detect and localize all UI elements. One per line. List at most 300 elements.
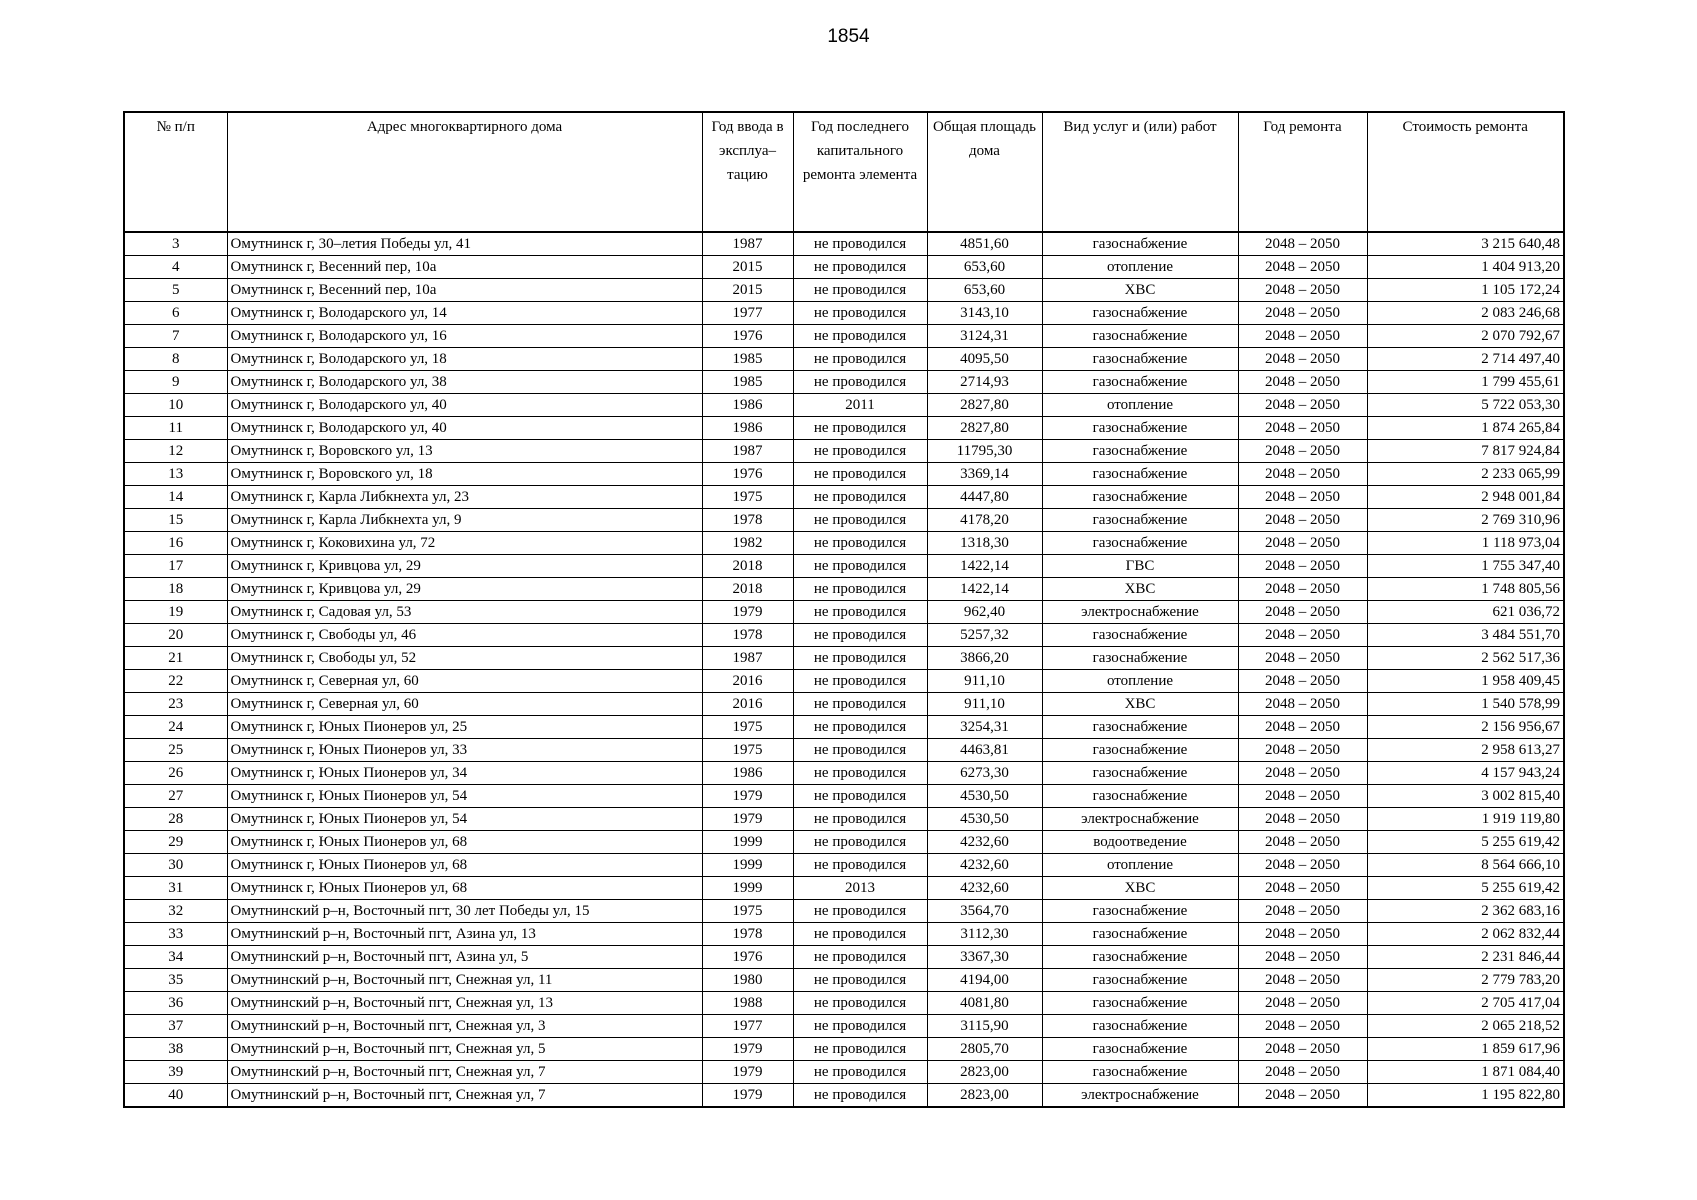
cell-last-repair-year: не проводился [793,1038,927,1061]
cell-number: 39 [124,1061,227,1084]
cell-number: 27 [124,785,227,808]
table-row [124,716,1564,739]
cell-last-repair-year: не проводился [793,509,927,532]
cell-number: 19 [124,601,227,624]
cell-total-area: 911,10 [927,670,1042,693]
cell-address: Омутнинск г, Северная ул, 60 [227,693,702,716]
cell-number: 37 [124,1015,227,1038]
cell-address: Омутнинск г, Юных Пионеров ул, 34 [227,762,702,785]
cell-address: Омутнинск г, Карла Либкнехта ул, 9 [227,509,702,532]
cell-address: Омутнинск г, Володарского ул, 40 [227,417,702,440]
table-row [124,923,1564,946]
cell-last-repair-year: не проводился [793,440,927,463]
cell-address: Омутнинск г, Северная ул, 60 [227,670,702,693]
cell-repair-period: 2048 – 2050 [1238,785,1367,808]
cell-last-repair-year: не проводился [793,325,927,348]
cell-service-type: ХВС [1042,578,1238,601]
cell-commission-year: 1985 [702,371,793,394]
cell-total-area: 4081,80 [927,992,1042,1015]
cell-number: 18 [124,578,227,601]
cell-last-repair-year: не проводился [793,831,927,854]
cell-address: Омутнинск г, Володарского ул, 38 [227,371,702,394]
table-row [124,532,1564,555]
cell-service-type: ГВС [1042,555,1238,578]
cell-total-area: 3124,31 [927,325,1042,348]
cell-repair-cost: 1 755 347,40 [1367,555,1564,578]
cell-repair-period: 2048 – 2050 [1238,716,1367,739]
cell-number: 20 [124,624,227,647]
table-row [124,509,1564,532]
cell-repair-cost: 1 118 973,04 [1367,532,1564,555]
cell-repair-period: 2048 – 2050 [1238,946,1367,969]
table-row [124,302,1564,325]
cell-number: 24 [124,716,227,739]
cell-address: Омутнинск г, Володарского ул, 14 [227,302,702,325]
cell-total-area: 3564,70 [927,900,1042,923]
table-row [124,232,1564,256]
table-row [124,279,1564,302]
cell-repair-period: 2048 – 2050 [1238,1038,1367,1061]
cell-number: 29 [124,831,227,854]
header-service-type: Вид услуг и (или) работ [1042,112,1238,232]
cell-total-area: 4851,60 [927,232,1042,256]
cell-repair-cost: 2 083 246,68 [1367,302,1564,325]
cell-number: 32 [124,900,227,923]
cell-repair-period: 2048 – 2050 [1238,624,1367,647]
cell-last-repair-year: не проводился [793,348,927,371]
cell-repair-cost: 1 799 455,61 [1367,371,1564,394]
cell-commission-year: 1979 [702,808,793,831]
table-row [124,417,1564,440]
cell-total-area: 3112,30 [927,923,1042,946]
cell-number: 13 [124,463,227,486]
cell-last-repair-year: не проводился [793,969,927,992]
cell-repair-period: 2048 – 2050 [1238,992,1367,1015]
cell-service-type: газоснабжение [1042,992,1238,1015]
page-number: 1854 [827,26,870,47]
header-commission-year: Год ввода в эксплуа–тацию [702,112,793,232]
cell-commission-year: 2018 [702,555,793,578]
cell-address: Омутнинск г, Весенний пер, 10а [227,256,702,279]
cell-total-area: 3866,20 [927,647,1042,670]
cell-address: Омутнинский р–н, Восточный пгт, Азина ул, 13 [227,923,702,946]
cell-commission-year: 2015 [702,279,793,302]
cell-number: 16 [124,532,227,555]
table-row [124,1061,1564,1084]
cell-repair-cost: 7 817 924,84 [1367,440,1564,463]
cell-address: Омутнинский р–н, Восточный пгт, 30 лет Победы ул, 15 [227,900,702,923]
cell-service-type: газоснабжение [1042,923,1238,946]
table-body [124,232,1564,1107]
cell-address: Омутнинск г, Коковихина ул, 72 [227,532,702,555]
cell-number: 17 [124,555,227,578]
cell-last-repair-year: не проводился [793,302,927,325]
cell-last-repair-year: не проводился [793,486,927,509]
cell-last-repair-year: не проводился [793,670,927,693]
cell-commission-year: 2018 [702,578,793,601]
cell-address: Омутнинск г, Юных Пионеров ул, 68 [227,877,702,900]
cell-last-repair-year: не проводился [793,256,927,279]
table-row [124,900,1564,923]
cell-total-area: 653,60 [927,256,1042,279]
cell-service-type: газоснабжение [1042,348,1238,371]
cell-last-repair-year: не проводился [793,946,927,969]
cell-repair-period: 2048 – 2050 [1238,578,1367,601]
table-row [124,785,1564,808]
cell-total-area: 4095,50 [927,348,1042,371]
cell-address: Омутнинский р–н, Восточный пгт, Снежная ул, 5 [227,1038,702,1061]
cell-last-repair-year: не проводился [793,900,927,923]
header-number: № п/п [124,112,227,232]
cell-commission-year: 1979 [702,601,793,624]
cell-number: 15 [124,509,227,532]
table-row [124,601,1564,624]
cell-repair-period: 2048 – 2050 [1238,854,1367,877]
cell-commission-year: 2016 [702,670,793,693]
cell-service-type: электроснабжение [1042,601,1238,624]
cell-repair-period: 2048 – 2050 [1238,808,1367,831]
cell-address: Омутнинск г, Юных Пионеров ул, 25 [227,716,702,739]
cell-repair-period: 2048 – 2050 [1238,670,1367,693]
table-row [124,762,1564,785]
cell-total-area: 3367,30 [927,946,1042,969]
cell-repair-period: 2048 – 2050 [1238,440,1367,463]
cell-last-repair-year: не проводился [793,601,927,624]
cell-repair-period: 2048 – 2050 [1238,509,1367,532]
cell-address: Омутнинск г, Воровского ул, 13 [227,440,702,463]
cell-repair-period: 2048 – 2050 [1238,256,1367,279]
table-row [124,1038,1564,1061]
table-row [124,670,1564,693]
cell-service-type: ХВС [1042,693,1238,716]
cell-number: 23 [124,693,227,716]
cell-address: Омутнинский р–н, Восточный пгт, Азина ул, 5 [227,946,702,969]
cell-address: Омутнинск г, Юных Пионеров ул, 54 [227,808,702,831]
table-row [124,256,1564,279]
cell-repair-cost: 621 036,72 [1367,601,1564,624]
cell-repair-cost: 5 255 619,42 [1367,877,1564,900]
cell-last-repair-year: не проводился [793,854,927,877]
cell-commission-year: 1979 [702,1038,793,1061]
cell-last-repair-year: 2011 [793,394,927,417]
cell-number: 8 [124,348,227,371]
table-row [124,371,1564,394]
cell-address: Омутнинский р–н, Восточный пгт, Снежная ул, 7 [227,1061,702,1084]
cell-address: Омутнинский р–н, Восточный пгт, Снежная ул, 13 [227,992,702,1015]
cell-repair-cost: 2 362 683,16 [1367,900,1564,923]
cell-service-type: отопление [1042,670,1238,693]
cell-address: Омутнинский р–н, Восточный пгт, Снежная ул, 3 [227,1015,702,1038]
cell-service-type: газоснабжение [1042,900,1238,923]
table-row [124,877,1564,900]
table-row [124,555,1564,578]
cell-repair-period: 2048 – 2050 [1238,232,1367,256]
cell-service-type: газоснабжение [1042,969,1238,992]
header-repair-cost: Стоимость ремонта [1367,112,1564,232]
cell-total-area: 4232,60 [927,854,1042,877]
cell-repair-period: 2048 – 2050 [1238,969,1367,992]
cell-commission-year: 1977 [702,302,793,325]
cell-commission-year: 1975 [702,716,793,739]
cell-service-type: газоснабжение [1042,785,1238,808]
header-last-repair-year: Год последнего капитального ремонта элемента [793,112,927,232]
cell-total-area: 6273,30 [927,762,1042,785]
cell-total-area: 2805,70 [927,1038,1042,1061]
cell-repair-cost: 1 105 172,24 [1367,279,1564,302]
cell-service-type: газоснабжение [1042,302,1238,325]
table-row [124,624,1564,647]
cell-last-repair-year: не проводился [793,532,927,555]
cell-repair-period: 2048 – 2050 [1238,1015,1367,1038]
cell-repair-cost: 2 065 218,52 [1367,1015,1564,1038]
cell-commission-year: 1987 [702,440,793,463]
cell-commission-year: 1986 [702,394,793,417]
cell-total-area: 4530,50 [927,808,1042,831]
cell-repair-period: 2048 – 2050 [1238,348,1367,371]
table-row [124,831,1564,854]
cell-commission-year: 1982 [702,532,793,555]
cell-service-type: водоотведение [1042,831,1238,854]
cell-repair-period: 2048 – 2050 [1238,877,1367,900]
cell-number: 7 [124,325,227,348]
cell-service-type: электроснабжение [1042,808,1238,831]
cell-total-area: 1318,30 [927,532,1042,555]
cell-total-area: 2827,80 [927,417,1042,440]
cell-last-repair-year: не проводился [793,716,927,739]
cell-repair-cost: 2 231 846,44 [1367,946,1564,969]
cell-total-area: 911,10 [927,693,1042,716]
table-row [124,1015,1564,1038]
cell-last-repair-year: не проводился [793,232,927,256]
cell-number: 11 [124,417,227,440]
cell-repair-period: 2048 – 2050 [1238,532,1367,555]
cell-repair-cost: 8 564 666,10 [1367,854,1564,877]
cell-service-type: газоснабжение [1042,463,1238,486]
cell-service-type: ХВС [1042,279,1238,302]
cell-repair-period: 2048 – 2050 [1238,417,1367,440]
cell-commission-year: 1975 [702,900,793,923]
table-row [124,969,1564,992]
cell-repair-period: 2048 – 2050 [1238,762,1367,785]
cell-last-repair-year: не проводился [793,463,927,486]
table-header [124,112,1564,232]
cell-repair-cost: 3 215 640,48 [1367,232,1564,256]
cell-address: Омутнинск г, Карла Либкнехта ул, 23 [227,486,702,509]
table-row [124,440,1564,463]
cell-service-type: отопление [1042,394,1238,417]
cell-total-area: 4447,80 [927,486,1042,509]
cell-last-repair-year: не проводился [793,1015,927,1038]
table-row [124,693,1564,716]
cell-total-area: 3254,31 [927,716,1042,739]
cell-commission-year: 1999 [702,877,793,900]
cell-repair-period: 2048 – 2050 [1238,923,1367,946]
cell-service-type: газоснабжение [1042,624,1238,647]
cell-repair-period: 2048 – 2050 [1238,601,1367,624]
cell-repair-period: 2048 – 2050 [1238,279,1367,302]
cell-commission-year: 1999 [702,831,793,854]
cell-service-type: газоснабжение [1042,647,1238,670]
cell-service-type: газоснабжение [1042,440,1238,463]
cell-repair-cost: 1 871 084,40 [1367,1061,1564,1084]
table-row [124,348,1564,371]
cell-service-type: газоснабжение [1042,325,1238,348]
cell-commission-year: 1976 [702,325,793,348]
cell-total-area: 5257,32 [927,624,1042,647]
cell-address: Омутнинск г, Юных Пионеров ул, 68 [227,831,702,854]
cell-total-area: 4194,00 [927,969,1042,992]
cell-service-type: газоснабжение [1042,1061,1238,1084]
cell-total-area: 2823,00 [927,1061,1042,1084]
cell-repair-period: 2048 – 2050 [1238,325,1367,348]
table-row [124,647,1564,670]
cell-total-area: 3115,90 [927,1015,1042,1038]
cell-repair-cost: 2 958 613,27 [1367,739,1564,762]
cell-service-type: отопление [1042,256,1238,279]
cell-number: 3 [124,232,227,256]
cell-address: Омутнинск г, Свободы ул, 52 [227,647,702,670]
cell-commission-year: 2016 [702,693,793,716]
cell-number: 34 [124,946,227,969]
cell-repair-cost: 1 919 119,80 [1367,808,1564,831]
cell-repair-cost: 2 705 417,04 [1367,992,1564,1015]
cell-number: 14 [124,486,227,509]
cell-address: Омутнинск г, Юных Пионеров ул, 68 [227,854,702,877]
cell-last-repair-year: не проводился [793,739,927,762]
cell-repair-period: 2048 – 2050 [1238,302,1367,325]
cell-repair-cost: 1 859 617,96 [1367,1038,1564,1061]
cell-service-type: ХВС [1042,877,1238,900]
cell-total-area: 4232,60 [927,877,1042,900]
cell-total-area: 3143,10 [927,302,1042,325]
cell-commission-year: 1979 [702,785,793,808]
cell-repair-period: 2048 – 2050 [1238,831,1367,854]
cell-repair-period: 2048 – 2050 [1238,486,1367,509]
cell-number: 9 [124,371,227,394]
cell-repair-cost: 1 540 578,99 [1367,693,1564,716]
cell-number: 6 [124,302,227,325]
cell-number: 35 [124,969,227,992]
cell-total-area: 2827,80 [927,394,1042,417]
cell-address: Омутнинск г, 30–летия Победы ул, 41 [227,232,702,256]
cell-repair-cost: 2 714 497,40 [1367,348,1564,371]
cell-number: 38 [124,1038,227,1061]
cell-repair-cost: 2 562 517,36 [1367,647,1564,670]
cell-total-area: 1422,14 [927,555,1042,578]
cell-service-type: электроснабжение [1042,1084,1238,1108]
cell-address: Омутнинск г, Кривцова ул, 29 [227,578,702,601]
cell-number: 28 [124,808,227,831]
cell-commission-year: 2015 [702,256,793,279]
table-row [124,1084,1564,1108]
cell-number: 30 [124,854,227,877]
cell-address: Омутнинск г, Володарского ул, 16 [227,325,702,348]
cell-total-area: 3369,14 [927,463,1042,486]
cell-repair-period: 2048 – 2050 [1238,693,1367,716]
cell-commission-year: 1980 [702,969,793,992]
cell-repair-period: 2048 – 2050 [1238,463,1367,486]
cell-repair-cost: 5 255 619,42 [1367,831,1564,854]
table-row [124,739,1564,762]
cell-last-repair-year: не проводился [793,992,927,1015]
cell-service-type: отопление [1042,854,1238,877]
cell-commission-year: 1975 [702,486,793,509]
cell-service-type: газоснабжение [1042,486,1238,509]
cell-service-type: газоснабжение [1042,946,1238,969]
cell-last-repair-year: не проводился [793,578,927,601]
cell-last-repair-year: не проводился [793,555,927,578]
cell-repair-cost: 2 156 956,67 [1367,716,1564,739]
cell-service-type: газоснабжение [1042,417,1238,440]
cell-total-area: 4178,20 [927,509,1042,532]
cell-repair-cost: 2 769 310,96 [1367,509,1564,532]
cell-last-repair-year: 2013 [793,877,927,900]
cell-total-area: 4232,60 [927,831,1042,854]
cell-service-type: газоснабжение [1042,509,1238,532]
table-row [124,808,1564,831]
cell-commission-year: 1977 [702,1015,793,1038]
cell-number: 31 [124,877,227,900]
cell-last-repair-year: не проводился [793,762,927,785]
cell-commission-year: 1987 [702,647,793,670]
header-total-area: Общая площадь дома [927,112,1042,232]
cell-repair-period: 2048 – 2050 [1238,394,1367,417]
cell-address: Омутнинск г, Володарского ул, 40 [227,394,702,417]
cell-service-type: газоснабжение [1042,762,1238,785]
cell-last-repair-year: не проводился [793,279,927,302]
cell-commission-year: 1975 [702,739,793,762]
cell-commission-year: 1978 [702,624,793,647]
header-repair-period: Год ремонта [1238,112,1367,232]
cell-last-repair-year: не проводился [793,785,927,808]
cell-repair-period: 2048 – 2050 [1238,371,1367,394]
cell-last-repair-year: не проводился [793,923,927,946]
cell-repair-cost: 2 062 832,44 [1367,923,1564,946]
cell-repair-cost: 4 157 943,24 [1367,762,1564,785]
table-row [124,325,1564,348]
cell-number: 12 [124,440,227,463]
header-row [124,112,1564,232]
cell-repair-period: 2048 – 2050 [1238,1084,1367,1108]
cell-total-area: 4463,81 [927,739,1042,762]
cell-address: Омутнинск г, Володарского ул, 18 [227,348,702,371]
cell-address: Омутнинск г, Свободы ул, 46 [227,624,702,647]
cell-number: 10 [124,394,227,417]
cell-total-area: 11795,30 [927,440,1042,463]
cell-commission-year: 1986 [702,762,793,785]
header-address: Адрес многоквартирного дома [227,112,702,232]
cell-service-type: газоснабжение [1042,1038,1238,1061]
cell-last-repair-year: не проводился [793,1061,927,1084]
cell-last-repair-year: не проводился [793,371,927,394]
table-row [124,578,1564,601]
cell-last-repair-year: не проводился [793,808,927,831]
cell-commission-year: 1985 [702,348,793,371]
cell-service-type: газоснабжение [1042,716,1238,739]
cell-number: 25 [124,739,227,762]
cell-address: Омутнинск г, Садовая ул, 53 [227,601,702,624]
cell-address: Омутнинский р–н, Восточный пгт, Снежная ул, 7 [227,1084,702,1108]
cell-address: Омутнинск г, Юных Пионеров ул, 33 [227,739,702,762]
cell-repair-period: 2048 – 2050 [1238,739,1367,762]
cell-service-type: газоснабжение [1042,232,1238,256]
cell-address: Омутнинск г, Весенний пер, 10а [227,279,702,302]
cell-number: 4 [124,256,227,279]
table-row [124,463,1564,486]
cell-repair-period: 2048 – 2050 [1238,647,1367,670]
cell-repair-cost: 2 948 001,84 [1367,486,1564,509]
cell-service-type: газоснабжение [1042,371,1238,394]
